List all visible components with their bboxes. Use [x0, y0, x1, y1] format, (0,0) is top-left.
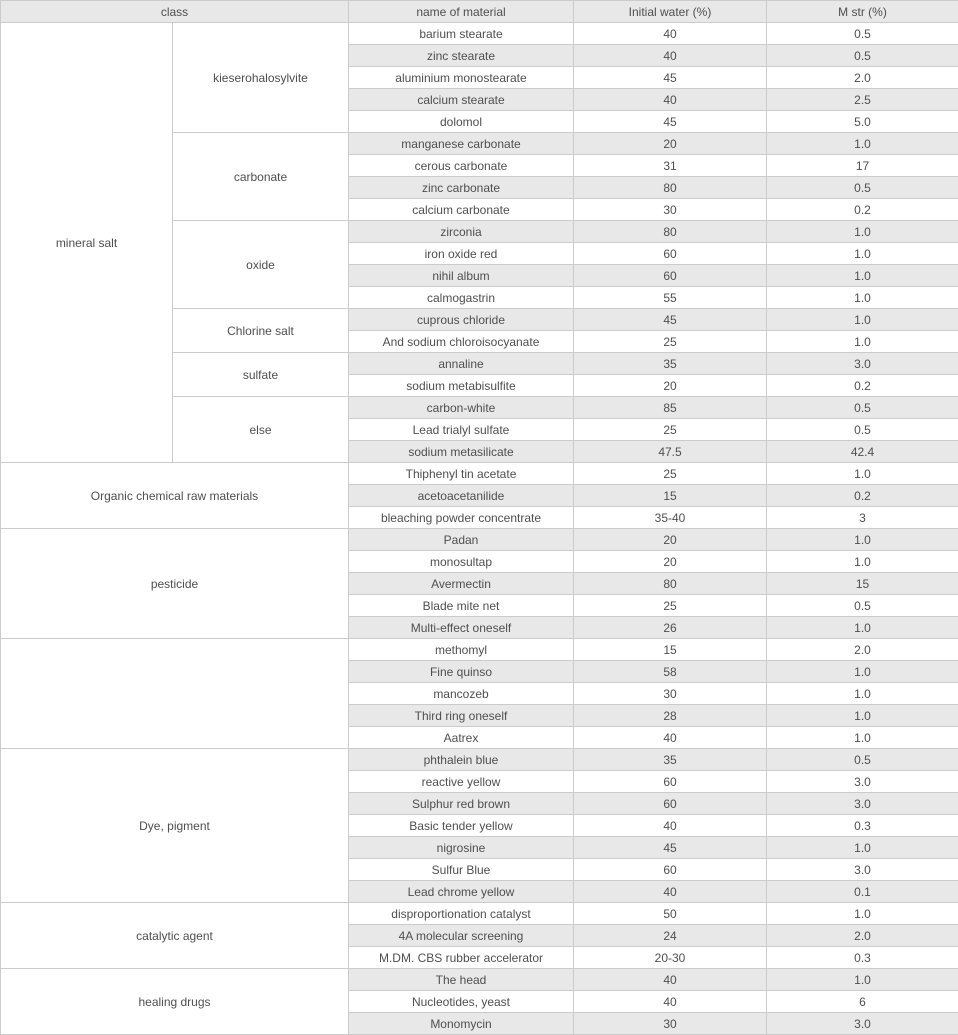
- material-name-cell: Lead trialyl sulfate: [349, 419, 574, 441]
- initial-water-cell: 25: [574, 463, 767, 485]
- m-str-cell: 1.0: [767, 617, 958, 639]
- initial-water-cell: 30: [574, 199, 767, 221]
- initial-water-cell: 40: [574, 89, 767, 111]
- m-str-cell: 1.0: [767, 551, 958, 573]
- m-str-cell: 1.0: [767, 309, 958, 331]
- material-name-cell: disproportionation catalyst: [349, 903, 574, 925]
- initial-water-cell: 35: [574, 749, 767, 771]
- subclass-cell: Chlorine salt: [173, 309, 349, 353]
- initial-water-cell: 20: [574, 551, 767, 573]
- initial-water-cell: 60: [574, 793, 767, 815]
- initial-water-cell: 25: [574, 595, 767, 617]
- m-str-cell: 1.0: [767, 221, 958, 243]
- m-str-cell: 0.2: [767, 375, 958, 397]
- material-name-cell: sodium metabisulfite: [349, 375, 574, 397]
- m-str-cell: 0.5: [767, 177, 958, 199]
- m-str-cell: 17: [767, 155, 958, 177]
- material-name-cell: And sodium chloroisocyanate: [349, 331, 574, 353]
- m-str-cell: 1.0: [767, 903, 958, 925]
- m-str-cell: 1.0: [767, 661, 958, 683]
- m-str-cell: 0.5: [767, 397, 958, 419]
- initial-water-cell: 45: [574, 111, 767, 133]
- material-name-cell: phthalein blue: [349, 749, 574, 771]
- m-str-cell: 1.0: [767, 837, 958, 859]
- initial-water-cell: 47.5: [574, 441, 767, 463]
- initial-water-cell: 40: [574, 727, 767, 749]
- m-str-cell: 0.5: [767, 23, 958, 45]
- table-row: [1, 903, 958, 925]
- column-header-m-str: M str (%): [767, 1, 958, 23]
- m-str-cell: 1.0: [767, 287, 958, 309]
- initial-water-cell: 80: [574, 221, 767, 243]
- initial-water-cell: 35-40: [574, 507, 767, 529]
- material-name-cell: monosultap: [349, 551, 574, 573]
- subclass-cell: oxide: [173, 221, 349, 309]
- m-str-cell: 0.3: [767, 815, 958, 837]
- material-name-cell: bleaching powder concentrate: [349, 507, 574, 529]
- m-str-cell: 3.0: [767, 793, 958, 815]
- m-str-cell: 1.0: [767, 133, 958, 155]
- initial-water-cell: 80: [574, 573, 767, 595]
- initial-water-cell: 40: [574, 815, 767, 837]
- subclass-cell: kieserohalosylvite: [173, 23, 349, 133]
- initial-water-cell: 55: [574, 287, 767, 309]
- initial-water-cell: 58: [574, 661, 767, 683]
- material-name-cell: sodium metasilicate: [349, 441, 574, 463]
- m-str-cell: 0.2: [767, 199, 958, 221]
- material-name-cell: zinc carbonate: [349, 177, 574, 199]
- m-str-cell: 0.5: [767, 45, 958, 67]
- material-name-cell: nihil album: [349, 265, 574, 287]
- column-header-class: class: [1, 1, 349, 23]
- material-name-cell: zinc stearate: [349, 45, 574, 67]
- material-name-cell: iron oxide red: [349, 243, 574, 265]
- material-name-cell: carbon-white: [349, 397, 574, 419]
- initial-water-cell: 20: [574, 133, 767, 155]
- m-str-cell: 1.0: [767, 243, 958, 265]
- m-str-cell: 3.0: [767, 859, 958, 881]
- m-str-cell: 1.0: [767, 705, 958, 727]
- material-name-cell: reactive yellow: [349, 771, 574, 793]
- initial-water-cell: 30: [574, 683, 767, 705]
- material-name-cell: Avermectin: [349, 573, 574, 595]
- table-row: [1, 639, 958, 661]
- material-name-cell: aluminium monostearate: [349, 67, 574, 89]
- initial-water-cell: 20-30: [574, 947, 767, 969]
- m-str-cell: 1.0: [767, 463, 958, 485]
- subclass-cell: sulfate: [173, 353, 349, 397]
- m-str-cell: 3.0: [767, 771, 958, 793]
- m-str-cell: 1.0: [767, 529, 958, 551]
- initial-water-cell: 80: [574, 177, 767, 199]
- m-str-cell: 1.0: [767, 265, 958, 287]
- m-str-cell: 1.0: [767, 331, 958, 353]
- material-name-cell: cerous carbonate: [349, 155, 574, 177]
- initial-water-cell: 30: [574, 1013, 767, 1035]
- initial-water-cell: 60: [574, 243, 767, 265]
- material-name-cell: Fine quinso: [349, 661, 574, 683]
- initial-water-cell: 60: [574, 859, 767, 881]
- material-name-cell: M.DM. CBS rubber accelerator: [349, 947, 574, 969]
- material-name-cell: mancozeb: [349, 683, 574, 705]
- material-name-cell: Basic tender yellow: [349, 815, 574, 837]
- class-cell: [1, 639, 349, 749]
- initial-water-cell: 20: [574, 375, 767, 397]
- initial-water-cell: 60: [574, 771, 767, 793]
- m-str-cell: 0.2: [767, 485, 958, 507]
- initial-water-cell: 24: [574, 925, 767, 947]
- material-name-cell: nigrosine: [349, 837, 574, 859]
- material-name-cell: Padan: [349, 529, 574, 551]
- m-str-cell: 42.4: [767, 441, 958, 463]
- class-cell: pesticide: [1, 529, 349, 639]
- table-row: [1, 749, 958, 771]
- header-row: [1, 1, 958, 23]
- class-cell: Organic chemical raw materials: [1, 463, 349, 529]
- material-name-cell: Nucleotides, yeast: [349, 991, 574, 1013]
- material-name-cell: cuprous chloride: [349, 309, 574, 331]
- material-name-cell: calcium carbonate: [349, 199, 574, 221]
- initial-water-cell: 85: [574, 397, 767, 419]
- material-name-cell: Monomycin: [349, 1013, 574, 1035]
- subclass-cell: carbonate: [173, 133, 349, 221]
- class-cell: Dye, pigment: [1, 749, 349, 903]
- initial-water-cell: 40: [574, 45, 767, 67]
- material-name-cell: Thiphenyl tin acetate: [349, 463, 574, 485]
- class-cell: mineral salt: [1, 23, 173, 463]
- initial-water-cell: 26: [574, 617, 767, 639]
- material-name-cell: calcium stearate: [349, 89, 574, 111]
- m-str-cell: 3: [767, 507, 958, 529]
- m-str-cell: 1.0: [767, 969, 958, 991]
- table-row: [1, 529, 958, 551]
- class-cell: healing drugs: [1, 969, 349, 1035]
- initial-water-cell: 20: [574, 529, 767, 551]
- material-name-cell: Multi-effect oneself: [349, 617, 574, 639]
- material-name-cell: methomyl: [349, 639, 574, 661]
- material-name-cell: dolomol: [349, 111, 574, 133]
- m-str-cell: 2.0: [767, 639, 958, 661]
- material-name-cell: Blade mite net: [349, 595, 574, 617]
- m-str-cell: 2.0: [767, 67, 958, 89]
- m-str-cell: 6: [767, 991, 958, 1013]
- class-cell: catalytic agent: [1, 903, 349, 969]
- initial-water-cell: 45: [574, 67, 767, 89]
- m-str-cell: 15: [767, 573, 958, 595]
- m-str-cell: 0.1: [767, 881, 958, 903]
- material-name-cell: Sulfur Blue: [349, 859, 574, 881]
- initial-water-cell: 40: [574, 969, 767, 991]
- m-str-cell: 0.5: [767, 595, 958, 617]
- m-str-cell: 3.0: [767, 353, 958, 375]
- material-name-cell: barium stearate: [349, 23, 574, 45]
- m-str-cell: 0.3: [767, 947, 958, 969]
- material-name-cell: Sulphur red brown: [349, 793, 574, 815]
- material-name-cell: manganese carbonate: [349, 133, 574, 155]
- column-header-initial-water: Initial water (%): [574, 1, 767, 23]
- material-name-cell: Aatrex: [349, 727, 574, 749]
- table-row: [1, 463, 958, 485]
- material-name-cell: Third ring oneself: [349, 705, 574, 727]
- material-name-cell: zirconia: [349, 221, 574, 243]
- material-name-cell: The head: [349, 969, 574, 991]
- initial-water-cell: 35: [574, 353, 767, 375]
- material-name-cell: acetoacetanilide: [349, 485, 574, 507]
- material-name-cell: 4A molecular screening: [349, 925, 574, 947]
- m-str-cell: 1.0: [767, 683, 958, 705]
- m-str-cell: 0.5: [767, 749, 958, 771]
- m-str-cell: 2.5: [767, 89, 958, 111]
- material-name-cell: calmogastrin: [349, 287, 574, 309]
- material-name-cell: Lead chrome yellow: [349, 881, 574, 903]
- table-body: [1, 23, 958, 1035]
- initial-water-cell: 40: [574, 23, 767, 45]
- initial-water-cell: 15: [574, 639, 767, 661]
- initial-water-cell: 25: [574, 331, 767, 353]
- m-str-cell: 2.0: [767, 925, 958, 947]
- column-header-material: name of material: [349, 1, 574, 23]
- initial-water-cell: 40: [574, 991, 767, 1013]
- initial-water-cell: 45: [574, 309, 767, 331]
- m-str-cell: 3.0: [767, 1013, 958, 1035]
- initial-water-cell: 15: [574, 485, 767, 507]
- subclass-cell: else: [173, 397, 349, 463]
- table-row: [1, 969, 958, 991]
- table-row: [1, 23, 958, 45]
- initial-water-cell: 40: [574, 881, 767, 903]
- m-str-cell: 0.5: [767, 419, 958, 441]
- initial-water-cell: 50: [574, 903, 767, 925]
- initial-water-cell: 45: [574, 837, 767, 859]
- initial-water-cell: 28: [574, 705, 767, 727]
- m-str-cell: 1.0: [767, 727, 958, 749]
- m-str-cell: 5.0: [767, 111, 958, 133]
- initial-water-cell: 60: [574, 265, 767, 287]
- initial-water-cell: 25: [574, 419, 767, 441]
- initial-water-cell: 31: [574, 155, 767, 177]
- material-name-cell: annaline: [349, 353, 574, 375]
